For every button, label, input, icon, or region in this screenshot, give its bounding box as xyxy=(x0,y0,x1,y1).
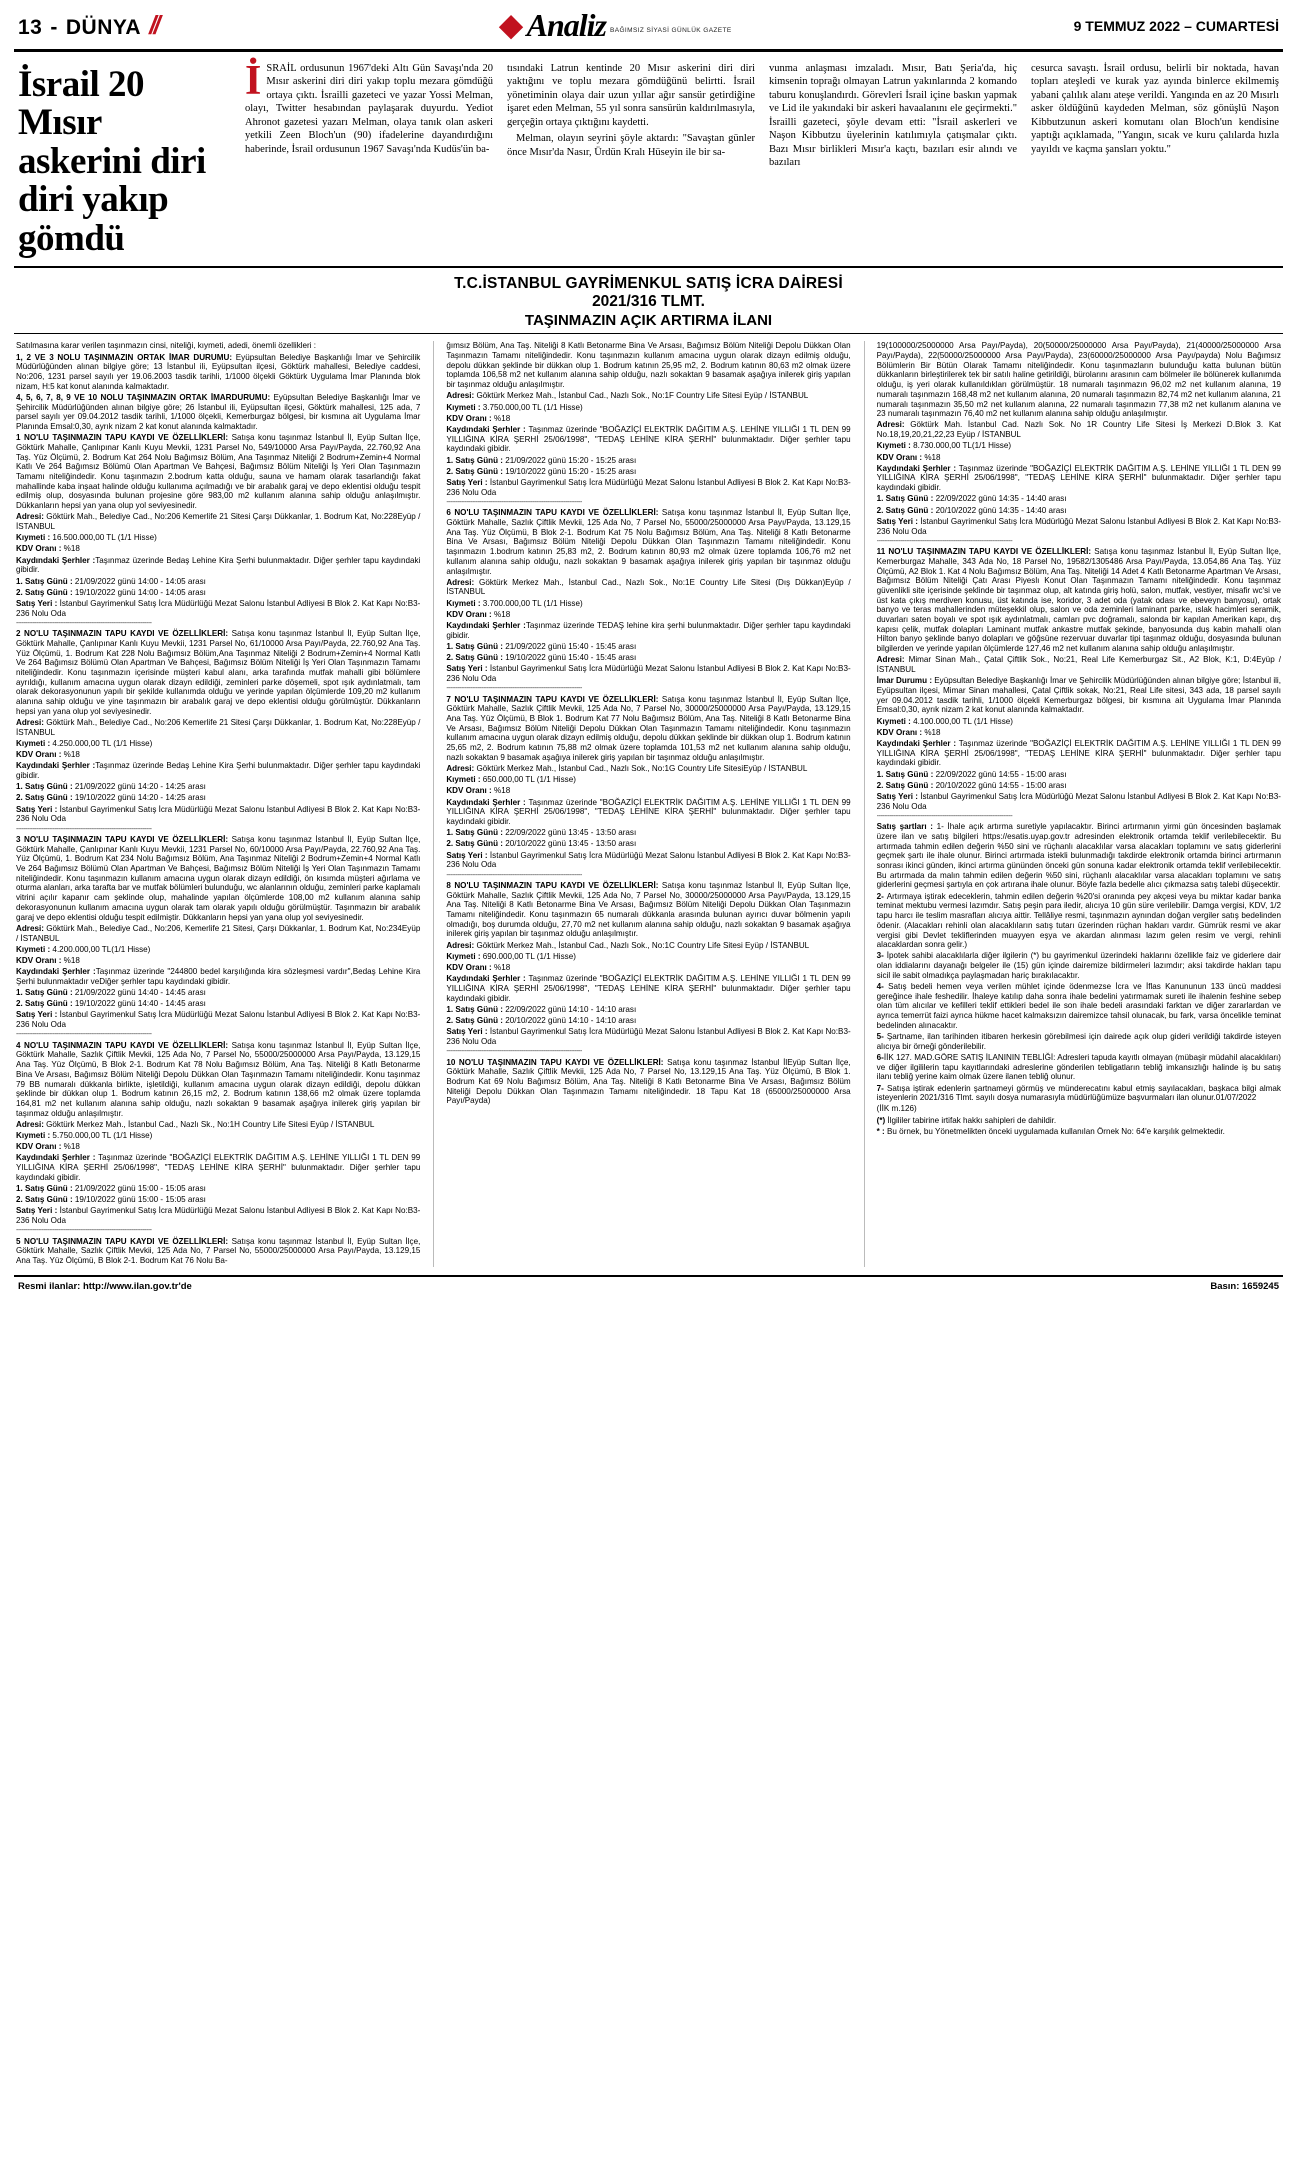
section-divider: -------------------------------------------------------------------------- xyxy=(446,498,582,506)
notice-paragraph: 1. Satış Günü : 21/09/2022 günü 15:00 - 15:05 arası xyxy=(16,1184,206,1194)
notice-paragraph: 1. Satış Günü : 21/09/2022 günü 14:00 - 14:05 arası xyxy=(16,576,206,586)
notice-paragraph: 11 NO'LU TAŞINMAZIN TAPU KAYDI VE ÖZELLİKLERİ: Satışa konu taşınmaz İstanbul İl, Eyüp Sultan İlçe, Kemerburgaz Mahalle, 343 Ada No, 18 Parsel No, 19582/1305486 Arsa Payı/Payda, 13.054,86 Ana Taş. Yüz Ölçümü, A2 Blok 1. Kat 4 Nolu Bağımsız Bölüm, Ana Taş. Niteliği 14 Adet 4 Katlı Betonarme Apartman Ve Arsası, Bağımsız Bölüm Niteliği Çatı Arası Piyeslı Konut Olan Taşınmazın Tamamı niteliğindedir. Konu taşınmaz güvenlikli site içerisinde şeklinde bir taşınmaz olup, alt katında giriş holü, salon, mutfak, vestiyer, misafir wc'si ve üst kata çıkış merdiven konusu, üst katında ise, koridor, 3 adet oda (yatak odası ve ebeveyn banyosu), ortak banyo ve teras mahallerinden müteşekkil olup, salon ve oda zeminleri laminant parke, ıslak hacimleri seramik, duvarları saten boyalı ve spot ışık aydınlatmalı, camları pvc doğramalı, salonda bir kapılan Amerikan kapı, dış kapısı çelik, mutfak dolapları Laminant mutfak ankastre mutfak şekinde, banyosunda duş kabin mahalli olan Hilton banyo şeklinde banyo dolapları ve göğsüne rezervuar duvarlar tipi taşınmaz olduğu, dosyasında bulunan bilgilerden ve yerinde yapılan ölçümlerde 127,46 m2 net kullanım alanına sahip olduğu anlaşılmıştır. xyxy=(876,547,1281,654)
notice-paragraph: Adresi: Mimar Sinan Mah., Çatal Çiftlik Sok., No:21, Real Life Kemerburgaz Sit., A2 Blok, K:1, D:4Eyüp / İSTANBUL xyxy=(876,655,1281,675)
article-paragraph: Melman, olayın seyrini şöyle aktardı: "Savaştan günler önce Mısır'da Nasır, Ürdün Kralı Hüseyin ile bir sa- xyxy=(507,133,755,158)
notice-paragraph: 2. Satış Günü : 19/10/2022 günü 15:40 - 15:45 arası xyxy=(446,653,637,663)
notice-paragraph: Satış Yeri : İstanbul Gayrimenkul Satış İcra Müdürlüğü Mezat Salonu İstanbul Adliyesi B Blok 2. Kat Kapı No:B3-236 Nolu Oda xyxy=(876,516,1281,536)
notice-paragraph: 2. Satış Günü : 20/10/2022 günü 14:10 - 14:10 arası xyxy=(446,1016,637,1026)
notice-paragraph: Kıymeti : 3.750.000,00 TL (1/1 Hisse) xyxy=(446,402,583,412)
notice-paragraph: KDV Oranı : %18 xyxy=(876,727,941,737)
section-divider: -------------------------------------------------------------------------- xyxy=(446,871,582,879)
notice-paragraph: Kaydındaki Şerhler :Taşınmaz üzerinde Bedaş Lehine Kira Şerhi bulunmaktadır. Diğer şerhler tapu kaydındaki gibidir. xyxy=(16,761,421,781)
article-column-2 xyxy=(507,62,755,258)
notice-paragraph: Satılmasına karar verilen taşınmazın cinsi, niteliği, kıymeti, adedi, önemli özellikleri : xyxy=(16,341,317,351)
notice-paragraph: Satış Yeri : İstanbul Gayrimenkul Satış İcra Müdürlüğü Mezat Salonu İstanbul Adliyesi B Blok 2. Kat Kapı No:B3-236 Nolu Oda xyxy=(16,804,421,824)
notice-paragraph: 1. Satış Günü : 21/09/2022 günü 14:20 - 14:25 arası xyxy=(16,782,206,792)
notice-paragraph: ğımsız Bölüm, Ana Taş. Niteliği 8 Katlı Betonarme Bina Ve Arsası, Bağımsız Bölüm Niteliği Depolu Dükkan Olan Taşınmazın Tamamı niteliğindedir. Konu taşınmazın kullanım amacına uygun olarak dizayn edilmiş olduğu, depolu dükkan şeklinde bir dükkan olup 1. Bodrum katının 25,95 m2, 2. Bodrum katının 80,63 m2 olmak üzere toplamda 106,58 m2 net kullanım alanına sahip olduğu, nazlı sokaktan 9 basamak aşağıya inilerek giriş yapılan bir taşınmaz olduğu anlaşılmıştır. xyxy=(446,341,851,390)
notice-paragraph: 2 NO'LU TAŞINMAZIN TAPU KAYDI VE ÖZELLİKLERİ: Satışa konu taşınmaz İstanbul İl, Eyüp Sultan İlçe, Göktürk Mahalle, Çanlıpınar Kanlı Kuyu Mevkii, 1231 Parsel No, 61/10000 Arsa Payı/Payda, 22.760,92 Ana Taş. Yüz Ölçümü, 1. Bodrum Kat 228 Nolu Bağımsız Bölüm,Ana Taşınmaz Niteliği 2 Bodrum+Zemin+4 Normal Katlı Ve 264 Bağımsız Bölümü Olan Apartman Ve Bahçesi, Bağımsız Bölüm Niteliği İş Yeri Olan Taşınmazın Tamamı niteliğindedir. Konu taşınmazın içerisinde müşteri kabul alanı, arka tarafında mutfak mahalli gibi bölümlere ayrıldığı, kullanım amacına uygun olarak dizayn edildiği, zeminleri parke döşemeli, spot ışık aydınlatmalı, tam olarak dekorasyonunun yapılı bir şekilde kullanımda olduğu ve yerinde yapılan ölçümlerde 109,20 m2 kullanım alanına sahip olduğu ve yine taşınmazın bir arabalık garaj ve depo eklentisi olduğu görülmüştür. Dükkanların hepsi yan yana olup yol seviyesinedir. xyxy=(16,629,421,716)
notice-paragraph: Adresi: Göktürk Mah., Belediye Cad., No:206, Kemerlife 21 Sitesi, Çarşı Dükkanlar, 1. Bodrum Kat, No:234Eyüp / İSTANBUL xyxy=(16,923,421,943)
article-paragraph: vunma anlaşması imzaladı. Mısır, Batı Şeria'da, hiç kimsenin toprağı olmayan Latrun yakınlarında 2 komando taburu konuşlandırdı. Görevleri İsrail içine baskın yapmak ve Lid ile yakındaki bir askeri havaalanını ele geçirmekti." İsrailli gazeteci, şöyle devam etti: "İsrail askerleri ve Naşon Kibbutzu üyelerinin katılımıyla çatışmalar çıktı. Bazı Mısır birlikleri Mısır'a kaçtı, bazıları esir alındı ve bazıları xyxy=(769,63,1017,169)
drop-cap: İ xyxy=(245,58,262,104)
notice-paragraph: 7- Satışa iştirak edenlerin şartnameyi görmüş ve münderecatını kabul etmiş sayılacakları, başkaca bilgi almak isteyenlerin 2021/316 Tlmt. sayılı dosya numarasıyla müdürlüğümüze başvurmaları ilan olunur.01/07/2022 xyxy=(876,1083,1281,1103)
notice-paragraph: KDV Oranı : %18 xyxy=(446,963,511,973)
notice-paragraph: Adresi: Göktürk Merkez Mah., İstanbul Cad., Nazlı Sk., No:1H Country Life Sitesi Eyüp / İSTANBUL xyxy=(16,1119,375,1129)
notice-paragraph: Kıymeti : 3.700.000,00 TL (1/1 Hisse) xyxy=(446,598,583,608)
notice-paragraph: 1. Satış Günü : 22/09/2022 günü 13:45 - 13:50 arası xyxy=(446,828,637,838)
notice-paragraph: KDV Oranı : %18 xyxy=(16,750,80,760)
notice-column-1 xyxy=(16,341,420,1267)
footer-press-number: Basın: 1659245 xyxy=(1210,1281,1279,1293)
article-column-4 xyxy=(1031,62,1279,258)
notice-paragraph: Satış Yeri : İstanbul Gayrimenkul Satış İcra Müdürlüğü Mezat Salonu İstanbul Adliyesi B Blok 2. Kat Kapı No:B3-236 Nolu Oda xyxy=(16,1206,421,1226)
notice-paragraph: 2. Satış Günü : 19/10/2022 günü 14:40 - 14:45 arası xyxy=(16,999,206,1009)
notice-paragraph: 19(100000/25000000 Arsa Payı/Payda), 20(50000/25000000 Arsa Payı/Payda), 21(40000/25000000 Arsa Payı/Payda), 22(50000/25000000 Arsa Payı/Payda), 23(60000/25000000 Arsa Payı/payda) Nolu Bağımsız Bölümlerin Bir Bütün Olarak Tamamı niteliğindedir. Konu taşınmazların bulunduğu katta bulunan bütün dükkanların birleştirilerek tek bir satılı haline getirildiği, bürolarını arasının cam bölmeler ile bölünerek kullanımda olduğu, iş yeri olarak kullanıldıkları görülmüştür. 18 numaralı taşınmazın 96,02 m2 net kullanım alanına, 19 numaralı taşınmazın 168,48 m2 net kullanım alanına, 20 numaralı taşınmazın 82,74 m2 net kullanım alanına, 21 numaralı taşınmazın 35,50 m2 net kullanım alanına, 22 numaralı taşınmazın 77,38 m2 net kullanım alanına ve 23 numaralı taşınmazın 76,40 m2 net kullanım alanına sahip olduğu anlaşılmıştır. xyxy=(876,341,1281,419)
footer-official-ads-url: Resmi ilanlar: http://www.ilan.gov.tr'de xyxy=(18,1281,192,1293)
notice-paragraph: KDV Oranı : %18 xyxy=(446,413,511,423)
notice-paragraph: 3- İpotek sahibi alacaklılarla diğer ilgilerin (*) bu gayrimenkul üzerindeki haklarını özellikle faiz ve giderlere dair olan iddialarını dayanağı belgeler ile (15) gün içinde dairemize bildirmeleri lazımdır; aksi takdirde hakları tapu sicil ile sabit olmadıkça paylaşmadan hariç bırakılacaktır. xyxy=(876,951,1281,980)
notice-paragraph: Kıymeti : 16.500.000,00 TL (1/1 Hisse) xyxy=(16,533,157,543)
notice-paragraph: 2. Satış Günü : 19/10/2022 günü 15:20 - 15:25 arası xyxy=(446,466,637,476)
notice-paragraph: Kaydındaki Şerhler : Taşınmaz üzerinde "BOĞAZİÇİ ELEKTRİK DAĞITIM A.Ş. LEHİNE YILLIĞI 1 TL DEN 99 YILLIĞINA KİRA ŞERHİ 25/06/1998", "TEDAŞ LEHİNE KİRA ŞERHİ" bulunmaktadır. Diğer şerhler tapu kaydındaki gibidir. xyxy=(446,424,851,454)
notice-paragraph: Adresi: Göktürk Mah., Belediye Cad., No:206 Kemerlife 21 Sitesi Çarşı Dükkanlar, 1. Bodrum Kat, No:228Eyüp / İSTANBUL xyxy=(16,512,421,531)
notice-paragraph: Satış Yeri : İstanbul Gayrimenkul Satış İcra Müdürlüğü Mezat Salonu İstanbul Adliyesi B Blok 2. Kat Kapı No:B3-236 Nolu Oda xyxy=(446,850,851,870)
notice-paragraph: 1. Satış Günü : 22/09/2022 günü 14:35 - 14:40 arası xyxy=(876,494,1067,504)
flame-icon: ◆ xyxy=(499,8,523,42)
section-divider: -------------------------------------------------------------------------- xyxy=(16,825,152,833)
notice-paragraph: 8 NO'LU TAŞINMAZIN TAPU KAYDI VE ÖZELLİKLERİ: Satışa konu taşınmaz İstanbul İl, Eyüp Sultan İlçe, Göktürk Mahalle, Sazlık Çiftlik Mevkii, 125 Ada No, 7 Parsel No, 30000/25000000 Arsa Payı/Payda, 13.129,15 Ana Taş. Niteliği 8 Katlı Betonarme Bina Ve Arsası, Bağımsız Bölüm Niteliği Depolu Dükkan Olan Taşınmazın Tamamı niteliğindedir. Konu taşınmazın 65 numaralı dükkanla arasında bulunan ayırıcı duvar bölmenin yapılı olmadığı, boş durumda olduğu, 27,70 m2 net kullanım alanına sahip olduğu, nazlı sokaktan 9 basamak aşağıya inilerek giriş yapılan bir taşınmaz olduğu anlaşılmıştır. xyxy=(446,880,851,939)
article-paragraph xyxy=(245,58,493,156)
notice-paragraph: Satış Yeri : İstanbul Gayrimenkul Satış İcra Müdürlüğü Mezat Salonu İstanbul Adliyesi B Blok 2. Kat Kapı No:B3-236 Nolu Oda xyxy=(446,664,851,684)
notice-paragraph: Satış Yeri : İstanbul Gayrimenkul Satış İcra Müdürlüğü Mezat Salonu İstanbul Adliyesi B Blok 2. Kat Kapı No:B3-236 Nolu Oda xyxy=(16,598,421,618)
notice-paragraph: Kıymeti : 690.000,00 TL (1/1 Hisse) xyxy=(446,951,576,961)
article-columns xyxy=(245,58,1279,258)
notice-paragraph: 2. Satış Günü : 19/10/2022 günü 14:00 - 14:05 arası xyxy=(16,587,206,597)
section-divider: -------------------------------------------------------------------------- xyxy=(16,1227,152,1235)
notice-paragraph: Kaydındaki Şerhler : Taşınmaz üzerinde "BOĞAZİÇİ ELEKTRİK DAĞITIM A.Ş. LEHİNE YILLIĞI 1 TL DEN 99 YILLIĞINA KİRA ŞERHİ 25/06/1998", "TEDAŞ LEHİNE KİRA ŞERHİ" bulunmaktadır. Diğer şerhler tapu kaydındaki gibidir. xyxy=(16,1153,421,1182)
notice-paragraph: 2. Satış Günü : 20/10/2022 günü 13:45 - 13:50 arası xyxy=(446,839,637,849)
notice-paragraph: KDV Oranı : %18 xyxy=(446,786,511,796)
notice-paragraph: Kaydındaki Şerhler :Taşınmaz üzerinde TEDAŞ lehine kira şerhi bulunmaktadır. Diğer şerhler tapu kaydındaki gibidir. xyxy=(446,621,851,640)
lead-news-article xyxy=(14,52,1283,268)
article-column-1 xyxy=(245,58,493,258)
auction-subtitle: TAŞINMAZIN AÇIK ARTIRMA İLANI xyxy=(524,312,773,330)
notice-paragraph: 5 NO'LU TAŞINMAZIN TAPU KAYDI VE ÖZELLİKLERİ: Satışa konu taşınmaz İstanbul İl, Eyüp Sultan İlçe, Göktürk Mahalle, Sazlık Çiftlik Mevkii, 125 Ada No, 7 Parsel No, 55000/25000000 Arsa Payı/Payda, 13.129,15 Ana Taş. Yüz Ölçümü, B Blok 2-1. Bodrum Kat 76 Nolu Ba- xyxy=(16,1236,421,1266)
notice-paragraph: Satış Yeri : İstanbul Gayrimenkul Satış İcra Müdürlüğü Mezat Salonu İstanbul Adliyesi B Blok 2. Kat Kapı No:B3-236 Nolu Oda xyxy=(446,477,851,497)
notice-paragraph: KDV Oranı : %18 xyxy=(16,1142,80,1152)
notice-paragraph: 6-İİK 127. MAD.GÖRE SATIŞ İLANININ TEBLİĞİ: Adresleri tapuda kayıtlı olmayan (mübaşir müdahil alacaklıları) ve diğer ilgililerin tapu kayıtlarındaki adreslerine gönderilen tebligatların tebliğ imkansızlığı halinde iş bu satış ilanı tebliğ yerine kaim olmak üzere ilanen tebliğ olunur. xyxy=(876,1052,1281,1082)
section-separator: - xyxy=(50,16,58,39)
notice-paragraph: Adresi: Göktürk Merkez Mah., İstanbul Cad., Nazlı Sok., No:1F Country Life Sitesi Eyüp / İSTANBUL xyxy=(446,391,809,401)
notice-paragraph: 2. Satış Günü : 20/10/2022 günü 14:55 - 15:00 arası xyxy=(876,780,1067,790)
notice-paragraph: 1. Satış Günü : 22/09/2022 günü 14:55 - 15:00 arası xyxy=(876,769,1067,779)
notice-paragraph: İmar Durumu : Eyüpsultan Belediye Başkanlığı İmar ve Şehircilik Müdürlüğünden alınan bilgiye göre; İstanbul ili, Eyüpsultan ilçesi, Mimar Sinan mahallesi, Çatal Çiftlik sokak, No:21, Real Life sitesi, 343 ada, 18 parsel sayılı yer 09.04.2012 tasdik tarihli, 1/1000 ölçekli Kemerburgaz bölgesi, bir kısmına ait Uygulama İmar Planında Emsal:0,30, ayrık nizam 2 kat konut alanında kalmaktadır. xyxy=(876,676,1281,715)
section-name: DÜNYA xyxy=(65,16,142,39)
notice-paragraph: Kaydındaki Şerhler : Taşınmaz üzerinde "BOĞAZİÇİ ELEKTRİK DAĞITIM A.Ş. LEHİNE YILLIĞI 1 TL DEN 99 YILLIĞINA KİRA ŞERHİ 25/06/1998", "TEDAŞ LEHİNE KİRA ŞERHİ" bulunmaktadır. Diğer şerhler tapu kaydındaki gibidir. xyxy=(876,463,1281,493)
notice-paragraph: 2. Satış Günü : 20/10/2022 günü 14:35 - 14:40 arası xyxy=(876,505,1067,515)
section-divider: -------------------------------------------------------------------------- xyxy=(16,1031,152,1039)
article-paragraph: cesurca savaştı. İsrail ordusu, belirli bir noktada, havan topları ateşledi ve kurak yaz ayında binlerce ekilmemiş yabani çalılık alanı ateşe verildi. Yangında en az 20 Mısırlı asker öldüğünü kaydeden Melman, söz gönüşlü Naşon Kibbutzunun askeri komutanı olan Bloch'un kendisine yaptığı açıklamada, "Yangın, sıcak ve kuru çalılarda hızla yayıldı ve kaçma şansları yoktu." xyxy=(1031,63,1279,155)
notice-paragraph: Kıymeti : 4.100.000,00 TL (1/1 Hisse) xyxy=(876,716,1013,726)
section-divider: -------------------------------------------------------------------------- xyxy=(446,1048,582,1056)
notice-paragraph: Kıymeti : 650.000,00 TL (1/1 Hisse) xyxy=(446,775,576,785)
notice-column-3 xyxy=(864,341,1281,1267)
notice-paragraph: Kıymeti : 4.250.000,00 TL (1/1 Hisse) xyxy=(16,738,153,748)
notice-paragraph: 7 NO'LU TAŞINMAZIN TAPU KAYDI VE ÖZELLİKLERİ: Satışa konu taşınmaz İstanbul İl, Eyüp Sultan İlçe, Göktürk Mahalle, Sazlık Çiftlik Mevkii, 125 Ada No, 7 Parsel No, 30000/25000000 Arsa Payı/Payda, 13.129,15 Ana Taş. Yüz Ölçümü, B Blok 1. Bodrum Kat 77 Nolu Bağımsız Bölüm, Ana Taş. Niteliği 8 Katlı Betonarme Bina Ve Arsası, Bağımsız Bölüm Niteliği Depolu Dükkan Olan Taşınmazın Tamamı niteliğindedir. Konu taşınmazın kullanım amacına uygun olarak dizayn edilmiş olduğu, depolu dükkan şeklinde bir dükkan olup 1. Bodrum katının 25,65 m2, 2. Bodrum katının 75,88 m2 olmak üzere toplamda 101,53 m2 net kullanım alanına sahip olduğu, nazlı sokaktan 9 basamak aşağıya inilerek giriş yapılan bir taşınmaz olduğu anlaşılmıştır. xyxy=(446,694,851,762)
notice-paragraph: 4- Satış bedeli hemen veya verilen mühlet içinde ödenmezse İcra ve İflas Kanununun 133 üncü maddesi gereğince ihale feshedilir. İhaleye katılıp daha sonra ihale bedelini yatırmamak sureti ile ihalenin feshine sebep olan tüm alıcılar ve kefilleri teklif ettikleri bedel ile son ihale bedeli arasındaki farktan ve diğer zararlardan ve ayrıca temerrüt faizi ayrıca hükme hacet kalmaksızın dairemizce tahsil olunacak, bu fark, varsa öncelikle teminat bedelinden alınacaktır. xyxy=(876,982,1281,1030)
notice-paragraph: KDV Oranı : %18 xyxy=(446,609,511,619)
notice-column-2 xyxy=(433,341,850,1267)
masthead-left xyxy=(18,10,158,41)
notice-paragraph: Kıymeti : 4.200.000,00 TL(1/1 Hisse) xyxy=(16,944,151,954)
auction-notice-body xyxy=(14,334,1283,1267)
notice-paragraph: 1 NO'LU TAŞINMAZIN TAPU KAYDI VE ÖZELLİKLERİ: Satışa konu taşınmaz İstanbul İl, Eyüp Sultan İlçe, Göktürk Mahalle, Çanlıpınar Kanlı Kuyu Mevkii, 1231 Parsel No, 549/10000 Arsa Payı/Payda, 22.760,92 Ana Taş. Yüz Ölçümü, 2. Bodrum Kat 264 Nolu Bağımsız Bölüm, Ana Taşınmaz Niteliği 2 Bodrum+Zemin+4 Normal Katlı Ve 264 Bağımsız Bölümü Olan Apartman Ve Bahçesi, Bağımsız Bölüm Niteliği İş Yeri Olan Taşınmazın Tamamı niteliğindedir. Konu taşınmazın 2.bodrum katta olduğu, sauna ve hamam olarak tasarlandığı fakat mahallinde kaba inşaat halinde olduğu kullanıma açılmadığı ve bir arabalık garaj ve depo eklentisi olduğu tespit edilmiş olup, dosyasında bulunan projesine göre 983,00 m2 kullanım alanına sahip olduğu anlaşılmıştır. Dükkanların hepsi yan yana olup yol seviyesinedir. xyxy=(16,433,421,511)
notice-paragraph: * : Bu örnek, bu Yönetmelikten önceki uygulamada kullanılan Örnek No: 64'e karşılık gelmektedir. xyxy=(876,1126,1225,1136)
notice-paragraph: 4, 5, 6, 7, 8, 9 VE 10 NOLU TAŞINMAZIN ORTAK İMARDURUMU: Eyüpsultan Belediye Başkanlığı İmar ve Şehircilik Müdürlüğünden alınan bilgiye göre; 26 İstanbul ili, Eyüpsultan ilçesi, Göktürk mahallesi, 125 ada, 7 parsel sayılı yer 09.04.2012 tasdik tarihli, 1/1000 ölçekli, Kemerburgaz bölgesi, bir kısmına ait Uygulama İmar Planında Emsal:0,30, ayrık nizam 2 kat konut alanında kalmaktadır. xyxy=(16,392,421,431)
notice-paragraph: Kaydındaki Şerhler :Taşınmaz üzerinde Bedaş Lehine Kira Şerhi bulunmaktadır. Diğer şerhler tapu kaydındaki gibidir. xyxy=(16,555,421,575)
notice-paragraph: 3 NO'LU TAŞINMAZIN TAPU KAYDI VE ÖZELLİKLERİ: Satışa konu taşınmaz İstanbul İl, Eyüp Sultan İlçe, Göktürk Mahalle, Çanlıpınar Kanlı Kuyu Mevkii, 1231 Parsel No, 60/10000 Arsa Payı/Payda, 22.760,92 Ana Taş. Yüz Ölçümü, 1. Bodrum Kat 234 Nolu Bağımsız Bölüm, Ana Taşınmaz Niteliği 2 Bodrum+Zemin+4 Normal Katlı Ve 264 Bağımsız Bölümü Olan Apartman Ve Bahçesi, Bağımsız Bölüm Niteliği İş Yeri Olan Taşınmazın Tamamı niteliğindedir. Konu taşınmazın kullanım amacına uygun olarak dizayn edildiği, ön kısımda müşteri ağırlama ve oturma alanları, arka tarafta bar ve mutfak bölümleri bulunduğu, wc alanlarının olduğu, zeminleri parke kaplamalı vitrini açılır kapanır cam şeklinde olup, mahalinde yapılan ölçümlerde 108,00 m2 kullanım alanına sahip dekorasyonunun kullanım amacına uygun olarak tam olarak yapılı olduğu görülmüştür. Taşınmazın bir arabalık garaj ve depo eklentisi olduğu tespit edilmiştir. Dükkanların hepsi yan yana olup yol seviyesinedir. xyxy=(16,834,421,922)
notice-paragraph: Kaydındaki Şerhler : Taşınmaz üzerinde "BOĞAZİÇİ ELEKTRİK DAĞITIM A.Ş. LEHİNE YILLIĞI 1 TL DEN 99 YILLIĞINA KİRA ŞERHİ 25/06/1998", "TEDAŞ LEHİNE KİRA ŞERHİ" bulunmaktadır. Diğer şerhler tapu kaydındaki gibidir. xyxy=(446,974,851,1003)
notice-paragraph: 1. Satış Günü : 21/09/2022 günü 15:20 - 15:25 arası xyxy=(446,455,637,465)
auction-notice-title xyxy=(14,268,1283,334)
notice-paragraph: 1. Satış Günü : 22/09/2022 günü 14:10 - 14:10 arası xyxy=(446,1004,637,1014)
notice-paragraph: (*) İlgililer tabirine irtifak hakkı sahipleri de dahildir. xyxy=(876,1115,1057,1125)
article-column-3 xyxy=(769,62,1017,258)
notice-paragraph: (İİK m.126) xyxy=(876,1104,917,1114)
notice-paragraph: KDV Oranı : %18 xyxy=(16,544,80,554)
notice-paragraph: KDV Oranı : %18 xyxy=(16,955,80,965)
notice-paragraph: Kıymeti : 8.730.000,00 TL(1/1 Hisse) xyxy=(876,441,1012,451)
notice-paragraph: 4 NO'LU TAŞINMAZIN TAPU KAYDI VE ÖZELLİKLERİ: Satışa konu taşınmaz İstanbul İl, Eyüp Sultan İlçe, Göktürk Mahalle, Sazlık Çiftlik Mevkii, 125 Ada No, 7 Parsel No, 55000/25000000 Arsa Payı/Payda, 13.129,15 Ana Taş. Yüz Ölçümü, B Blok 2-1. Bodrum Kat 78 Nolu Bağımsız Bölüm, Ana Taş. Niteliği 8 Katlı Betonarme Bina Ve Arsası, Bağımsız Bölüm Niteliği Depolu Dükkan Olan Taşınmazın Tamamı niteliğindedir. Konu taşınmaz 79 BB numaralı dükkanla birlikte, işletildiği, kullanım amacına uygun olarak dizayn edildiği, depolu dükkan şeklinde bir dükkan olup 1. Bodrum katının 26,15 m2, 2. Bodrum katının 138,66 m2 olmak üzere toplamda 164,81 m2 net kullanım alanına sahip olduğu, nazlı sokaktan 9 basamak aşağıya inilerek giriş yapılan bir taşınmaz olduğu anlaşılmıştır. xyxy=(16,1040,421,1118)
page-footer xyxy=(14,1275,1283,1302)
section-divider: -------------------------------------------------------------------------- xyxy=(16,619,152,627)
logo-wordmark: Analiz xyxy=(526,7,606,43)
auction-authority: T.C.İSTANBUL GAYRİMENKUL SATIŞ İCRA DAİRESİ xyxy=(454,275,843,293)
notice-paragraph: Adresi: Göktürk Merkez Mah., İstanbul Cad., Nazlı Sok., No:1C Country Life Sitesi Eyüp / İSTANBUL xyxy=(446,940,810,950)
auction-case-number: 2021/316 TLMT. xyxy=(592,293,705,311)
notice-paragraph: 1, 2 VE 3 NOLU TAŞINMAZIN ORTAK İMAR DURUMU: Eyüpsultan Belediye Başkanlığı İmar ve Şehircilik Müdürlüğünden alınan bilgiye göre; 13 İstanbul ili, Eyüpsultan ilçesi, Göktürk mahallesi, Belediye caddesi, No:206, 1231 parsel sayılı yer 19.06.2003 tasdik tarihli, 1/1000 ölçekli Göktürk Uygulama İmar Planında blok nizam, H:5 kat konut alanında kalmaktadır. xyxy=(16,352,421,391)
notice-paragraph: 1. Satış Günü : 21/09/2022 günü 15:40 - 15:45 arası xyxy=(446,641,637,651)
notice-paragraph: Adresi: Göktürk Merkez Mah., İstanbul Cad., Nazlı Sok., No:1G Country Life SitesiEyüp / İSTANBUL xyxy=(446,764,808,774)
notice-paragraph: 2- Artırmaya iştirak edeceklerin, tahmin edilen değerin %20'si oranında pey akçesi veya bu miktar kadar banka teminat mektubu vermesi lazımdır. Satış peşin para iledir, alıcıya 10 gün süre verilebilir. Damga vergisi, KDV, 1/2 tapu harcı ile teslim masrafları alıcıya aittir. Tellâliye resmi, taşınmazın aynından doğan vergiler satış bedelinden ödenir. (Alacakları rehinli olan alacaklıların satış tutarı üzerinden rüçhan hakları vardır. Gümrük resmi ve akar vergisi gibi Devlet tekliflerinden muayyen eşya ve akardan alınması lazım gelen resim ve vergi, rehinli alacaklardan sonra gelir.) xyxy=(876,891,1281,950)
notice-paragraph: Adresi: Göktürk Merkez Mah., İstanbul Cad., Nazlı Sok., No:1E Country Life Sitesi (Dış Dükkan)Eyüp / İSTANBUL xyxy=(446,577,851,597)
section-divider: -------------------------------------------------------------------------- xyxy=(876,537,1013,545)
notice-paragraph: Satış şartları : 1- İhale açık artırma suretiyle yapılacaktır. Birinci artırmanın yirmi gün öncesinden başlamak üzere ilan ve satış bilgileri https://esatis.uyap.gov.tr adresinden elektronik ortamda teklif verilebilecektir. Bu artırmada tahmin edilen değerin %50 sini ve rüçhanlı alacaklılar varsa alacakları toplamını ve satış giderlerini geçmek şartı ile ihale olunur. Birinci artırmada istekli bulunmadığı takdirde elektronik ortamda birinci artırmanın sonrası ikinci günden, ikinci artırma gününden önceki gün sonuna kadar elektronik ortamda teklif verilebilecektir. Bu artırmada da malın tahmin edilen değerin %50 sini, rüçhanlı alacaklılar varsa alacakları toplamını ve satış giderlerini geçmesi şartıyla en çok artırana ihale olunur. Böyle fazla bedelle alıcı çıkmazsa satış talebi düşecektir. xyxy=(876,822,1281,890)
notice-paragraph: Satış Yeri : İstanbul Gayrimenkul Satış İcra Müdürlüğü Mezat Salonu İstanbul Adliyesi B Blok 2. Kat Kapı No:B3-236 Nolu Oda xyxy=(446,1027,851,1047)
slash-ornament: // xyxy=(149,10,158,40)
notice-paragraph: Kaydındaki Şerhler : Taşınmaz üzerinde "BOĞAZİÇİ ELEKTRİK DAĞITIM A.Ş. LEHİNE YILLIĞI 1 TL DEN 99 YILLIĞINA KİRA ŞERHİ 25/06/1998", "TEDAŞ LEHİNE KİRA ŞERHİ" bulunmaktadır. Diğer şerhler tapu kaydındaki gibidir. xyxy=(446,797,851,827)
notice-paragraph: Satış Yeri : İstanbul Gayrimenkul Satış İcra Müdürlüğü Mezat Salonu İstanbul Adliyesi B Blok 2. Kat Kapı No:B3-236 Nolu Oda xyxy=(16,1010,421,1030)
paragraph-text: SRAİL ordusunun 1967'deki Altı Gün Savaşı'nda 20 Mısır askerini diri diri yakıp toplu mezara gömdüğü ortaya çıktı. İsrailli gazeteci ve yazar Yossi Melman, olayı, Twitter hesabından paylaşarak duyurdu. Yediot Ahronot gazetesi yazarı Melman, olaya tanık olan askeri yetkili Zeen Bloch'un (90) ifadelerine dayandırdığını haberinde, İsrail ordusunun 1967 Savaşı'nda Kudüs'ün ba- xyxy=(245,63,493,155)
masthead xyxy=(14,0,1283,52)
notice-paragraph: 6 NO'LU TAŞINMAZIN TAPU KAYDI VE ÖZELLİKLERİ: Satışa konu taşınmaz İstanbul İl, Eyüp Sultan İlçe, Göktürk Mahalle, Sazlık Çiftlik Mevkii, 125 Ada No, 7 Parsel No, 55000/25000000 Arsa Payı/Payda, 13.129,15 Ana Taş. Yüz Ölçümü, B Blok 2-1. Bodrum Kat 75 Nolu Bağımsız Bölüm, Ana Taş. Niteliği 8 Katlı Betonarme Bina Ve Arsası, Bağımsız Bölüm Niteliği Depolu Dükkan Olan Taşınmazın Tamamı niteliğindedir. Konu taşınmazın 1.bodrum katının 25,83 m2, 2. Bodrum katının 80,93 m2 olmak üzere toplamda 106,76 m2 net kullanım alanına sahip olduğu, nazlı sokaktan 9 basamak aşağıya inilerek giriş yapılan bir taşınmaz olduğu anlaşılmıştır. xyxy=(446,508,851,576)
logo-tagline: BAĞIMSIZ SİYASİ GÜNLÜK GAZETE xyxy=(610,27,732,34)
article-paragraph: tısındaki Latrun kentinde 20 Mısır askerini diri diri yaktığını ve toplu mezara gömdüğünü belirtti. İsrail yönetiminin olaya dair uzun yıllar ağır sansür getirdiğine işaret eden Melman, 55 yıl sonra sansürün kaldırılmasıyla, gerçeğin ortaya çıktığını kaydetti. xyxy=(507,63,755,128)
section-divider: -------------------------------------------------------------------------- xyxy=(446,685,582,693)
notice-paragraph: 10 NO'LU TAŞINMAZIN TAPU KAYDI VE ÖZELLİKLERİ: Satışa konu taşınmaz İstanbul İlEyüp Sultan İlçe, Göktürk Mahalle, Sazlık Çiftlik Mevkii, 125 Ada No, 7 Parsel No, 13.129,15 Ana Taş. Yüz Ölçümü, B Blok 1. Bodrum Kat 69 Nolu Bağımsız Bölüm, Ana Taş. Niteliği 8 Katlı Betonarme Bina Ve Arsası, Bağımsız Bölüm Niteliği Depolu Dükkan Olan Taşınmazın Tamamı niteliğindedir. 18 Tapu Kat 18 (65000/25000000 Arsa Payı/Payda) xyxy=(446,1057,851,1106)
notice-paragraph: Adresi: Göktürk Mah. İstanbul Cad. Nazlı Sok. No 1R Country Life Sitesi İş Merkezi D.Blok 3. Kat No.18,19,20,21,22,23 Eyüp / İSTANBUL xyxy=(876,420,1281,440)
notice-paragraph: 2. Satış Günü : 19/10/2022 günü 14:20 - 14:25 arası xyxy=(16,793,206,803)
page-number: 13 xyxy=(18,16,43,39)
notice-paragraph: Adresi: Göktürk Mah., Belediye Cad., No:206 Kemerlife 21 Sitesi Çarşı Dükkanlar, 1. Bodrum Kat, No:228Eyüp / İSTANBUL xyxy=(16,718,421,737)
notice-paragraph: Kaydındaki Şerhler : Taşınmaz üzerinde "BOĞAZİÇİ ELEKTRİK DAĞITIM A.Ş. LEHİNE YILLIĞI 1 TL DEN 99 YILLIĞINA KİRA ŞERHİ 25/06/1998", "TEDAŞ LEHİNE KİRA ŞERHİ" bulunmaktadır. Diğer şerhler tapu kaydındaki gibidir. xyxy=(876,738,1281,768)
article-headline: İsrail 20 Mısır askerini diri diri yakıp gömdü xyxy=(18,64,206,259)
notice-paragraph: Kıymeti : 5.750.000,00 TL (1/1 Hisse) xyxy=(16,1131,153,1141)
notice-paragraph: Satış Yeri : İstanbul Gayrimenkul Satış İcra Müdürlüğü Mezat Salonu İstanbul Adliyesi B Blok 2. Kat Kapı No:B3-236 Nolu Oda xyxy=(876,791,1281,811)
publication-date: 9 TEMMUZ 2022 – CUMARTESİ xyxy=(1073,17,1279,34)
section-divider: -------------------------------------------------------------------------- xyxy=(876,812,1013,820)
notice-paragraph: Kaydındaki Şerhler :Taşınmaz üzerinde "244800 bedel karşılığında kira sözleşmesi vardır",Bedaş Lehine Kira Şerhi bulunmaktadır veDiğer şerhler tapu kaydındaki gibidir. xyxy=(16,967,421,986)
notice-paragraph: KDV Oranı : %18 xyxy=(876,452,941,462)
notice-paragraph: 5- Şartname, ilan tarihinden itibaren herkesin görebilmesi için dairede açık olup gideri verildiği takdirde isteyen alıcıya bir örneği gönderilebilir. xyxy=(876,1032,1281,1051)
headline-block xyxy=(18,62,233,258)
newspaper-logo xyxy=(500,7,732,44)
notice-paragraph: 2. Satış Günü : 19/10/2022 günü 15:00 - 15:05 arası xyxy=(16,1195,206,1205)
notice-paragraph: 1. Satış Günü : 21/09/2022 günü 14:40 - 14:45 arası xyxy=(16,988,206,998)
